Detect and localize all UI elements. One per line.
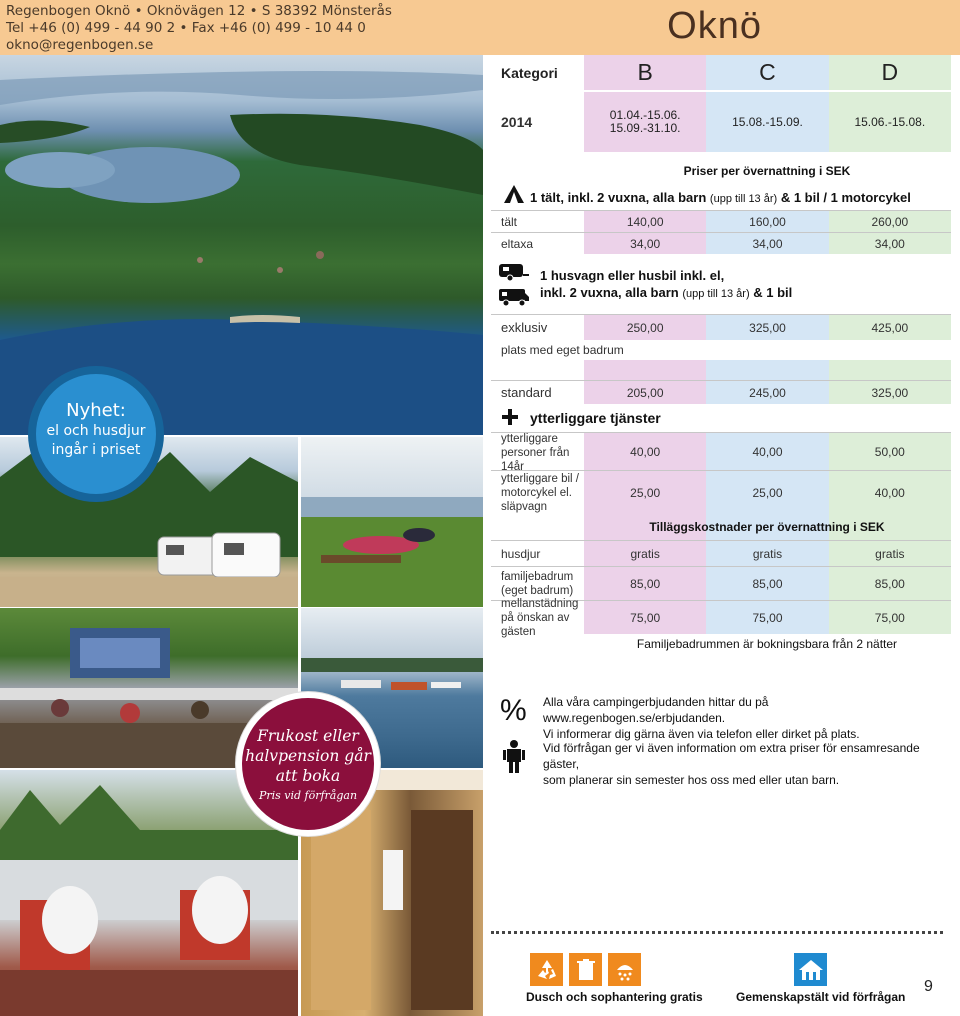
address-block — [6, 3, 392, 54]
price-c: 245,00 — [706, 381, 828, 404]
recycle-icon — [530, 953, 563, 986]
price-d: 50,00 — [829, 433, 951, 470]
category-c: C — [706, 55, 828, 90]
row-label: eltaxa — [501, 236, 534, 251]
category-b: B — [584, 55, 706, 90]
date-range: 15.08.-15.09. — [732, 114, 803, 129]
caravan-section-line1 — [540, 268, 724, 283]
table-row — [491, 470, 951, 514]
dates-c — [706, 92, 828, 152]
caravan-title-bold: inkl. 2 vuxna, alla barn — [540, 285, 679, 300]
row-label: exklusiv — [501, 320, 548, 335]
price-d: 260,00 — [829, 211, 951, 232]
prices-caption: Priser per övernattning i SEK — [683, 164, 851, 178]
caravan-title-line1: 1 husvagn eller husbil inkl. el, — [540, 268, 725, 283]
table-row — [491, 566, 951, 600]
row-label: standard — [501, 385, 552, 400]
caravan-title-end: & 1 bil — [753, 285, 793, 300]
motorhome-icon — [498, 286, 530, 313]
price-c: gratis — [706, 541, 828, 566]
row-label: mellanstädning på önskan av gästen — [501, 597, 579, 638]
frukost-line: halvpension går — [245, 747, 371, 765]
caravan-section-line2 — [540, 285, 792, 300]
dates-b — [584, 92, 706, 152]
date-range: 15.06.-15.08. — [854, 114, 926, 129]
percent-icon — [499, 693, 527, 730]
kategori-row — [491, 55, 951, 90]
offers-line: Vi informerar dig gärna även via telefon eller dirket på plats. — [543, 727, 860, 741]
table-row — [491, 232, 951, 254]
price-c: 25,00 — [706, 471, 828, 514]
price-d: gratis — [829, 541, 951, 566]
single-person-icon — [503, 740, 525, 779]
row-label: ytterliggare bil / motorcykel el. släpvagn — [501, 472, 579, 513]
lawn-photo-art — [301, 437, 483, 607]
row-label: familjebadrum (eget badrum) — [501, 570, 574, 597]
price-d: 425,00 — [829, 315, 951, 340]
price-b: 205,00 — [584, 381, 706, 404]
price-b: 250,00 — [584, 315, 706, 340]
footer-label-left: Dusch och sophantering gratis — [526, 990, 703, 1004]
caravan-icon — [498, 262, 530, 287]
date-range: 15.09.-31.10. — [609, 121, 681, 135]
footer-icons-right — [794, 953, 827, 986]
nyhet-badge — [28, 366, 164, 502]
svg-text:%: % — [500, 694, 527, 725]
additional-costs-caption: Tilläggskostnader per övernattning i SEK — [649, 520, 885, 534]
caravan-title-age: (upp till 13 år) — [682, 288, 750, 300]
nyhet-line: el och husdjur — [46, 423, 146, 439]
price-c: 85,00 — [706, 567, 828, 600]
price-d: 34,00 — [829, 233, 951, 254]
trash-icon — [569, 953, 602, 986]
dates-d — [829, 92, 951, 152]
price-b: 75,00 — [584, 601, 706, 634]
row-label: plats med eget badrum — [501, 343, 624, 357]
price-b: 140,00 — [584, 211, 706, 232]
column-strip-gap — [491, 360, 951, 380]
price-c: 75,00 — [706, 601, 828, 634]
category-d: D — [829, 55, 951, 90]
single-traveller-info — [543, 740, 943, 788]
footer-label-right: Gemenskapstält vid förfrågan — [736, 990, 906, 1004]
tent-title-end: & 1 bil / 1 motorcykel — [780, 190, 911, 205]
frukost-line: att boka — [275, 767, 341, 785]
price-b: 85,00 — [584, 567, 706, 600]
page-header — [0, 0, 960, 55]
table-row — [491, 540, 951, 566]
table-row — [491, 380, 951, 404]
frukost-badge — [236, 692, 380, 836]
season-dates-row — [491, 92, 951, 152]
price-d: 75,00 — [829, 601, 951, 634]
row-label: tält — [501, 214, 518, 229]
offers-line: Alla våra campingerbjudanden hittar du på www.regenbogen.se/erbjudanden. — [543, 695, 769, 725]
address-line: Regenbogen Oknö • Oknövägen 12 • S 38392 Mönsterås — [6, 3, 392, 19]
tent-section-title — [530, 190, 911, 205]
kategori-label: Kategori — [501, 64, 558, 81]
tent-title-bold: 1 tält, inkl. 2 vuxna, alla barn — [530, 190, 707, 205]
price-c: 160,00 — [706, 211, 828, 232]
table-footnote: Familjebadrummen är bokningsbara från 2 nätter — [636, 637, 898, 651]
table-row — [491, 340, 951, 360]
row-label: husdjur — [501, 546, 541, 561]
year-label: 2014 — [501, 114, 533, 130]
email-line: okno@regenbogen.se — [6, 37, 154, 53]
table-row — [491, 597, 951, 638]
tent-icon — [503, 184, 525, 209]
price-d: 40,00 — [829, 471, 951, 514]
extra-services-title — [530, 410, 661, 426]
nyhet-title: Nyhet: — [66, 400, 126, 421]
price-d: 325,00 — [829, 381, 951, 404]
page-number: 9 — [924, 978, 933, 995]
footer-icons-left — [530, 953, 641, 986]
table-row — [491, 314, 951, 340]
extra-services-label: ytterliggare tjänster — [530, 410, 661, 426]
relaxing-lawn-photo — [301, 437, 483, 607]
community-tent-icon — [794, 953, 827, 986]
tent-title-age: (upp till 13 år) — [709, 193, 778, 205]
price-c: 40,00 — [706, 433, 828, 470]
date-range: 01.04.-15.06. — [609, 108, 681, 122]
page-title: Oknö — [667, 5, 762, 47]
price-c: 325,00 — [706, 315, 828, 340]
dotted-divider — [491, 931, 943, 934]
offers-info — [543, 694, 943, 742]
plus-icon — [501, 408, 519, 431]
frukost-price-note: Pris vid förfrågan — [258, 789, 358, 802]
frukost-line: Frukost eller — [257, 727, 359, 745]
shower-icon — [608, 953, 641, 986]
nyhet-line: ingår i priset — [51, 442, 141, 458]
row-label: ytterliggare personer från 14år — [501, 432, 570, 473]
price-b: 25,00 — [584, 471, 706, 514]
table-row — [491, 210, 951, 232]
price-c: 34,00 — [706, 233, 828, 254]
price-b: 40,00 — [584, 433, 706, 470]
price-b: 34,00 — [584, 233, 706, 254]
price-b: gratis — [584, 541, 706, 566]
phone-fax-line: Tel +46 (0) 499 - 44 90 2 • Fax +46 (0) 499 - 10 44 0 — [6, 20, 366, 36]
price-d: 85,00 — [829, 567, 951, 600]
single-line: som planerar sin semester hos oss med eller utan barn. — [543, 773, 840, 787]
single-line: Vid förfrågan ger vi även information om extra priser för ensamresande gäster, — [543, 741, 920, 771]
table-row — [491, 432, 951, 473]
